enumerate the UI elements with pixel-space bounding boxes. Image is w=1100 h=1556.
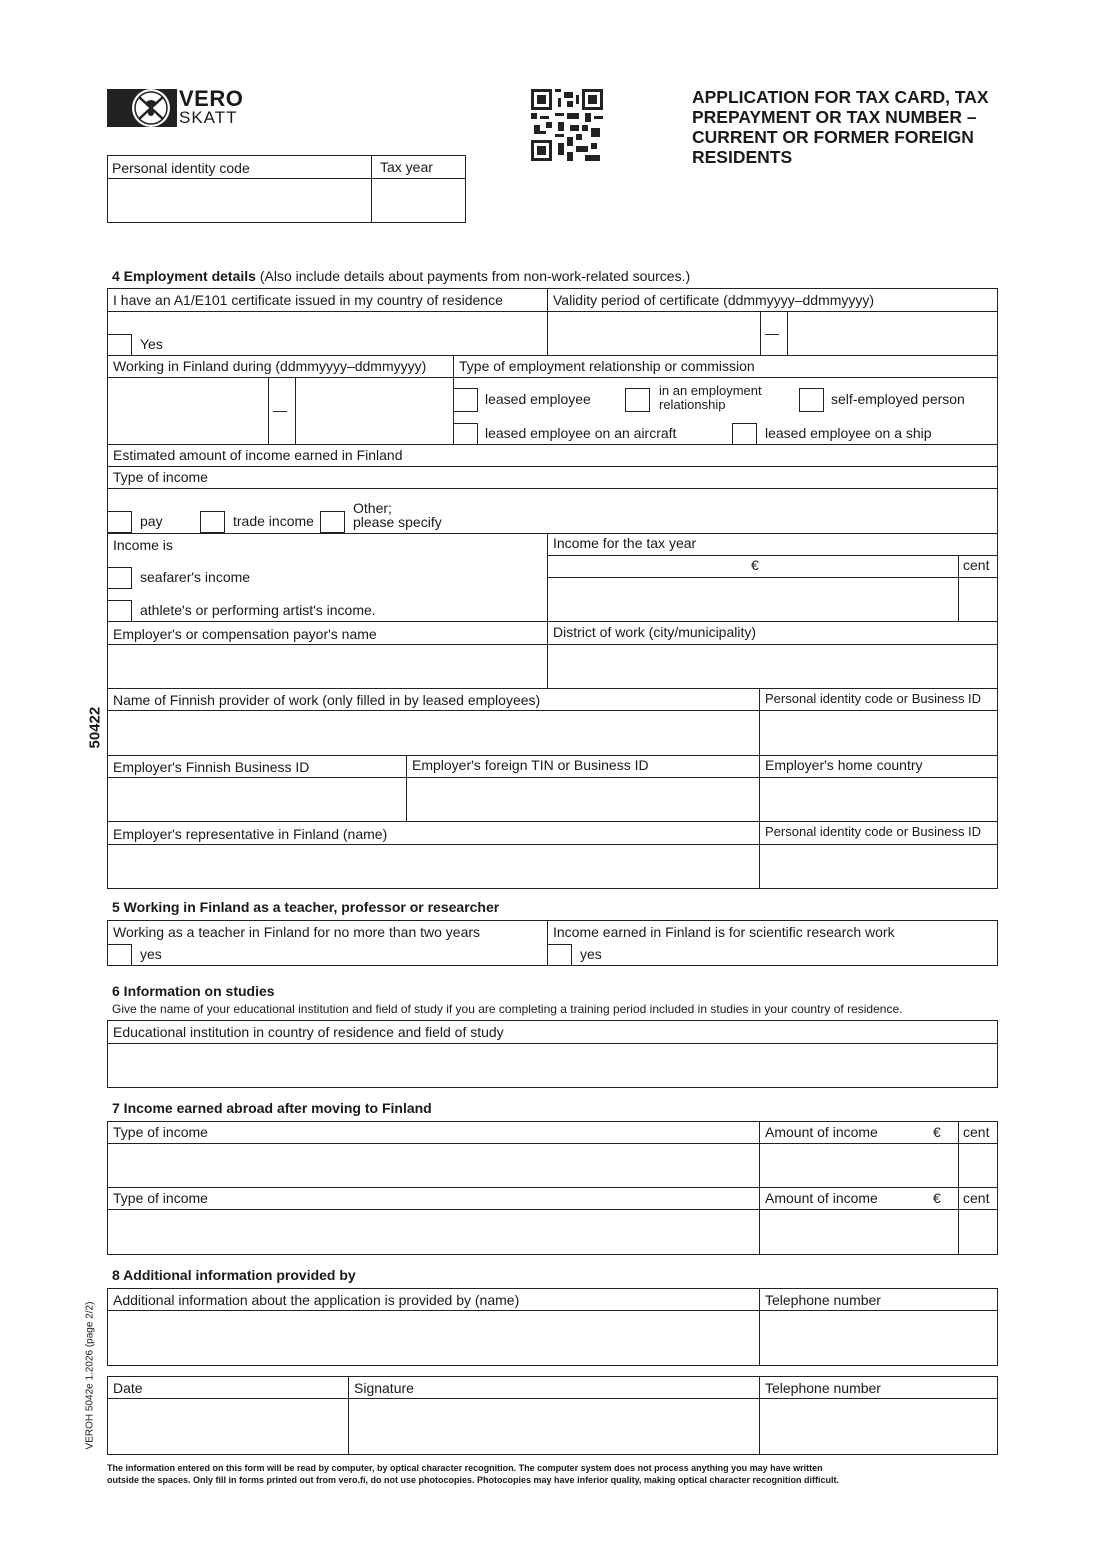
teacher-label: Working as a teacher in Finland for no more than two years (113, 924, 481, 940)
institution-label: Educational institution in country of residence and field of study (113, 1024, 504, 1040)
income-cent-field[interactable] (960, 579, 996, 619)
institution-field[interactable] (109, 1045, 996, 1086)
section-8-heading: 8 Additional information provided by (112, 1267, 356, 1283)
leased-employee-checkbox[interactable] (453, 388, 478, 412)
working-end-field[interactable] (297, 379, 451, 442)
section-6-heading: 6 Information on studies (112, 983, 275, 999)
seafarer-label: seafarer's income (140, 569, 251, 585)
provider-id-field[interactable] (761, 712, 996, 754)
employer-name-field[interactable] (109, 646, 545, 686)
finnish-provider-field[interactable] (109, 712, 757, 754)
personal-id-label: Personal identity code (112, 160, 250, 176)
athlete-checkbox[interactable] (107, 600, 132, 622)
abroad-cent-label-1: cent (963, 1124, 990, 1140)
income-tax-year-label: Income for the tax year (553, 535, 697, 551)
employer-finnish-id-label: Employer's Finnish Business ID (113, 759, 310, 775)
other-income-specify-field[interactable] (460, 490, 996, 532)
section-7-heading: 7 Income earned abroad after moving to Finland (112, 1100, 432, 1116)
type-of-income-label: Type of income (113, 469, 208, 485)
district-of-work-label: District of work (city/municipality) (553, 624, 757, 640)
other-specify-label: please specify (353, 514, 442, 530)
phone-field-1[interactable] (761, 1312, 996, 1364)
provided-by-field[interactable] (109, 1312, 757, 1364)
form-title: APPLICATION FOR TAX CARD, TAX PREPAYMENT OR TAX NUMBER – CURRENT OR FORMER FOREIGN RESIDENTS (692, 87, 989, 167)
employment-relationship-label-2: relationship (659, 397, 726, 412)
abroad-amount-field-1[interactable] (761, 1145, 956, 1185)
self-employed-label: self-employed person (831, 391, 965, 407)
research-yes-label: yes (580, 946, 602, 962)
date-field[interactable] (109, 1400, 346, 1453)
section-6-note: Give the name of your educational institution and field of study if you are completing a training period included in studies in your country of residence. (112, 1002, 903, 1016)
research-label: Income earned in Finland is for scientific research work (553, 924, 895, 940)
employment-relationship-label: in an employment (659, 383, 762, 398)
abroad-amount-label-1: Amount of income (765, 1124, 878, 1140)
ocr-notice (107, 1462, 1002, 1486)
qr-code-icon (531, 89, 603, 161)
employment-type-label: Type of employment relationship or commission (459, 358, 755, 374)
form-version: VEROH 5042e 1.2026 (page 2/2) (84, 1301, 96, 1450)
abroad-amount-field-2[interactable] (761, 1211, 956, 1253)
research-yes-checkbox[interactable] (547, 944, 572, 966)
provided-by-label: Additional information about the application is provided by (name) (113, 1292, 520, 1308)
abroad-type-field-2[interactable] (109, 1211, 757, 1253)
abroad-euro-label-2: € (933, 1190, 941, 1206)
logo-text-vero: VERO (179, 86, 244, 111)
euro-label: € (751, 557, 759, 573)
seafarer-checkbox[interactable] (107, 567, 132, 589)
finnish-provider-label: Name of Finnish provider of work (only filled in by leased employees) (113, 692, 541, 708)
teacher-yes-checkbox[interactable] (107, 944, 132, 966)
representative-label: Employer's representative in Finland (name) (113, 826, 388, 842)
working-period-label: Working in Finland during (ddmmyyyy–ddmmyyyy) (113, 358, 427, 374)
section-4-heading: 4 Employment details (Also include details about payments from non-work-related sources.) (112, 268, 691, 284)
abroad-type-label-1: Type of income (113, 1124, 208, 1140)
validity-period-label: Validity period of certificate (ddmmyyyy–ddmmyyyy) (553, 292, 875, 308)
pay-checkbox[interactable] (107, 511, 132, 533)
provider-id-label: Personal identity code or Business ID (765, 691, 982, 706)
abroad-cent-label-2: cent (963, 1190, 990, 1206)
phone-label-2: Telephone number (765, 1380, 881, 1396)
self-employed-checkbox[interactable] (799, 388, 824, 412)
tax-year-field[interactable] (373, 180, 464, 221)
ocr-notice-line-1: The information entered on this form will be read by computer, by optical character recognition. The computer system does not process anything you may have written (107, 1463, 823, 1473)
a1-yes-label: Yes (140, 336, 163, 352)
trade-income-label: trade income (233, 513, 314, 529)
validity-end-field[interactable] (789, 313, 996, 353)
section-5-heading: 5 Working in Finland as a teacher, professor or researcher (112, 899, 500, 915)
leased-ship-checkbox[interactable] (732, 423, 757, 445)
abroad-cent-field-1[interactable] (960, 1145, 996, 1185)
estimated-income-label: Estimated amount of income earned in Finland (113, 447, 403, 463)
employer-foreign-tin-field[interactable] (408, 779, 757, 819)
form-code: 50422 (86, 706, 104, 749)
signature-field[interactable] (350, 1400, 757, 1453)
phone-field-2[interactable] (761, 1400, 996, 1453)
working-period-dash: — (273, 402, 287, 418)
vero-logo (107, 86, 247, 129)
phone-label-1: Telephone number (765, 1292, 881, 1308)
leased-aircraft-checkbox[interactable] (453, 423, 478, 445)
pay-label: pay (140, 513, 163, 529)
validity-dash: — (765, 325, 779, 341)
validity-start-field[interactable] (549, 313, 758, 353)
abroad-euro-label-1: € (933, 1124, 941, 1140)
signature-label: Signature (354, 1380, 414, 1396)
personal-id-field[interactable] (109, 180, 369, 221)
cent-label: cent (963, 557, 990, 573)
other-income-label: Other; (353, 500, 392, 516)
a1-certificate-label: I have an A1/E101 certificate issued in my country of residence (113, 292, 503, 308)
income-is-label: Income is (113, 537, 173, 553)
abroad-type-label-2: Type of income (113, 1190, 208, 1206)
teacher-yes-label: yes (140, 946, 162, 962)
tax-year-label: Tax year (380, 159, 433, 175)
employer-finnish-id-field[interactable] (109, 779, 404, 819)
employer-foreign-tin-label: Employer's foreign TIN or Business ID (412, 757, 649, 773)
logo-text-skatt: SKATT (179, 108, 238, 127)
income-euro-field[interactable] (549, 579, 956, 619)
employment-relationship-checkbox[interactable] (625, 388, 650, 412)
district-of-work-field[interactable] (549, 646, 996, 686)
representative-id-label: Personal identity code or Business ID (765, 824, 982, 839)
other-income-checkbox[interactable] (320, 511, 345, 533)
leased-aircraft-label: leased employee on an aircraft (485, 425, 677, 441)
ocr-notice-line-2: outside the spaces. Only fill in forms printed out from vero.fi, do not use photocopies. Photocopies may have inferior quality, making optical character recognition difficult. (107, 1475, 839, 1485)
leased-ship-label: leased employee on a ship (765, 425, 932, 441)
representative-id-field[interactable] (761, 846, 996, 887)
employer-country-field[interactable] (761, 779, 996, 819)
trade-income-checkbox[interactable] (200, 511, 225, 533)
athlete-label: athlete's or performing artist's income. (140, 602, 376, 618)
representative-field[interactable] (109, 846, 757, 887)
vero-emblem-icon (107, 89, 177, 127)
a1-yes-checkbox[interactable] (107, 334, 132, 356)
employer-name-label: Employer's or compensation payor's name (113, 626, 377, 642)
abroad-amount-label-2: Amount of income (765, 1190, 878, 1206)
employer-country-label: Employer's home country (765, 757, 923, 773)
abroad-cent-field-2[interactable] (960, 1211, 996, 1253)
abroad-type-field-1[interactable] (109, 1145, 757, 1185)
leased-employee-label: leased employee (485, 391, 591, 407)
working-start-field[interactable] (109, 379, 266, 442)
date-label: Date (113, 1380, 143, 1396)
